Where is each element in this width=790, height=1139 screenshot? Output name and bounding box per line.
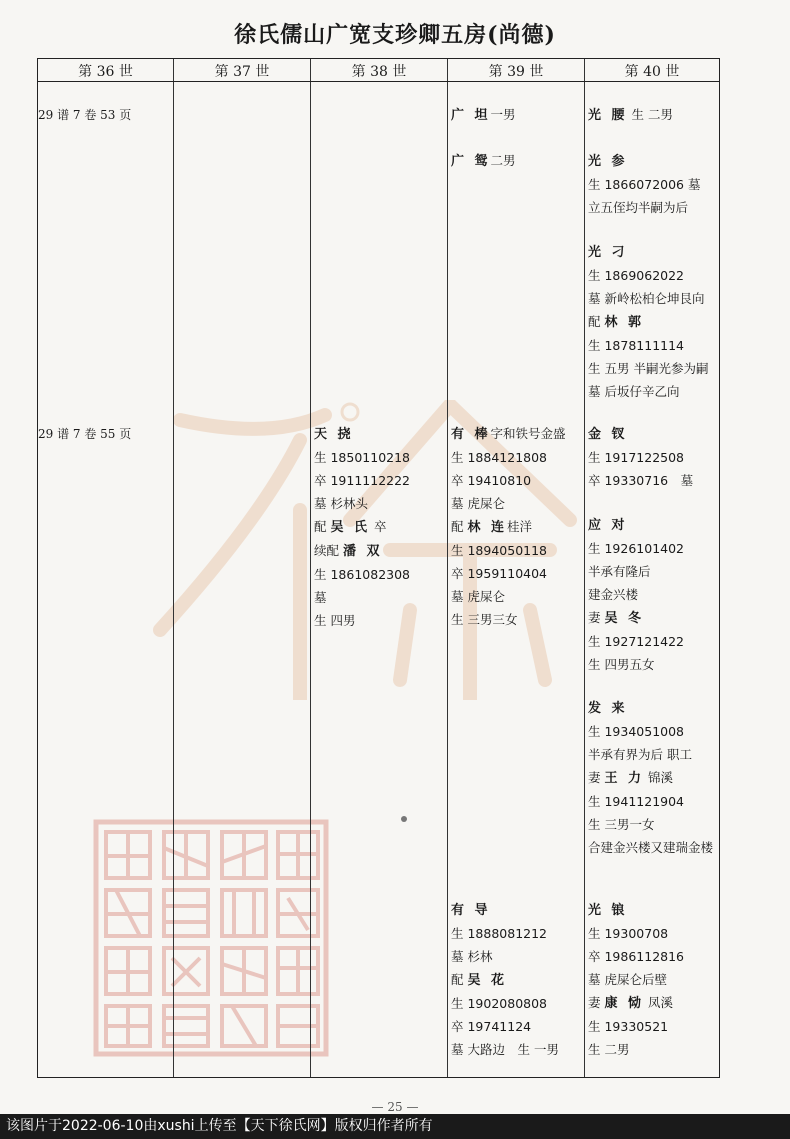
detail-line: 墓 虎屎仑	[451, 496, 505, 511]
detail-line: 立五侄均半嗣为后	[588, 200, 689, 215]
person-name: 发 来	[588, 701, 628, 716]
gen39-person-guangyuan	[451, 149, 516, 173]
person-name: 光 腰	[588, 108, 628, 123]
person-name: 光 锒	[588, 903, 628, 918]
spouse-name: 王 力	[604, 771, 645, 786]
detail-line: 生 1917122508	[588, 450, 685, 465]
detail-line: 墓 虎屎仑后壁	[588, 972, 667, 987]
gen36-reference	[38, 422, 131, 446]
header-gen-40: 第 40 世	[624, 64, 680, 80]
spouse-prefix: 配	[451, 972, 464, 987]
detail-line: 生 1866072006 墓	[588, 177, 701, 192]
gen40-person-falai	[588, 696, 720, 859]
spouse-prefix: 妻	[588, 770, 601, 785]
gen38-person-tiannao	[314, 422, 410, 632]
upload-footer-banner: 该图片于2022-06-10由xushi上传至【天下徐氏网】版权归作者所有	[0, 1114, 790, 1139]
spouse-prefix: 妻	[588, 610, 601, 625]
spouse-prefix: 续配	[314, 543, 340, 558]
detail-line: 卒 1911112222	[314, 473, 411, 488]
detail-line: 生 五男 半嗣光参为嗣	[588, 361, 709, 376]
spouse-name: 康 恸	[604, 996, 645, 1011]
spouse-line	[588, 310, 708, 334]
spouse-line	[314, 515, 410, 539]
column-divider	[584, 59, 585, 1077]
spouse-name: 吴 冬	[604, 611, 645, 626]
volume-reference: 29 谱 7 卷 53 页	[38, 108, 132, 122]
spouse-prefix: 配	[314, 519, 327, 534]
detail-line: 墓 虎屎仑	[451, 589, 505, 604]
gen39-person-youdao	[451, 898, 559, 1061]
spouse-prefix: 配	[588, 314, 601, 329]
detail-line: 半承有隆后	[588, 564, 651, 579]
column-divider	[310, 59, 311, 1077]
spouse-note: 锦溪	[648, 770, 674, 785]
spouse-line	[451, 968, 559, 992]
detail-line: 生 三男一女	[588, 817, 655, 832]
spouse-line	[588, 766, 720, 790]
spouse-note: 卒	[374, 519, 387, 534]
detail-line: 生 1926101402	[588, 541, 685, 556]
column-divider	[447, 59, 448, 1077]
spouse-prefix: 配	[451, 519, 464, 534]
detail-line: 生 三男三女	[451, 612, 518, 627]
header-gen-39: 第 39 世	[488, 64, 544, 80]
detail-line: 生 1884121808	[451, 450, 548, 465]
person-name: 应 对	[588, 518, 628, 533]
detail-line: 生 1869062022	[588, 268, 685, 283]
detail-line: 卒 19410810	[451, 473, 532, 488]
detail-line: 生 1894050118	[451, 543, 548, 558]
page-number: — 25 —	[371, 1100, 419, 1114]
spouse-name: 潘 双	[343, 544, 383, 559]
gen40-person-guangdiao	[588, 240, 708, 403]
detail-line: 生 1941121904	[588, 794, 685, 809]
spouse-line	[451, 515, 566, 539]
person-name: 有 棒	[451, 427, 491, 442]
spouse-note: 桂洋	[507, 519, 533, 534]
person-note: 生 二男	[631, 107, 673, 122]
detail-line: 生 四男五女	[588, 657, 655, 672]
detail-line: 生 1878111114	[588, 338, 685, 353]
detail-line: 建金兴楼	[588, 587, 639, 602]
spouse-name: 吴 氏	[330, 520, 371, 535]
detail-line: 墓 后坂仔辛乙向	[588, 384, 680, 399]
header-gen-37: 第 37 世	[214, 64, 270, 80]
spouse-name: 吴 花	[467, 973, 508, 988]
header-gen-38: 第 38 世	[351, 64, 407, 80]
person-name: 广 鸳	[451, 154, 491, 169]
detail-line: 卒 1959110404	[451, 566, 548, 581]
spouse-note: 凤溪	[648, 995, 674, 1010]
detail-line: 墓 杉林	[451, 949, 493, 964]
spouse-name: 林 郭	[604, 315, 645, 330]
detail-note: 合建金兴楼又建瑞金楼	[588, 840, 714, 855]
detail-line: 卒 19330716 墓	[588, 473, 694, 488]
detail-line: 生 1902080808	[451, 996, 548, 1011]
gen40-person-guangcan	[588, 149, 700, 219]
gen40-person-guangyao	[588, 103, 673, 127]
genealogy-table	[37, 58, 720, 1078]
spouse-line	[588, 991, 684, 1015]
gen40-person-yingdui	[588, 513, 684, 676]
detail-line: 生 1927121422	[588, 634, 685, 649]
scan-speck	[401, 816, 407, 822]
person-name: 广 坦	[451, 108, 491, 123]
gen36-reference	[38, 103, 131, 127]
gen40-person-guanglang	[588, 898, 684, 1061]
person-name: 光 参	[588, 154, 628, 169]
person-name: 天 挠	[314, 427, 354, 442]
volume-reference: 29 谱 7 卷 55 页	[38, 427, 132, 441]
column-divider	[173, 59, 174, 1077]
detail-line: 生 四男	[314, 613, 356, 628]
spouse-prefix: 妻	[588, 995, 601, 1010]
detail-line: 生 1861082308	[314, 567, 411, 582]
page-title: 徐氏儒山广宽支珍卿五房(尚德)	[234, 22, 556, 48]
detail-line: 墓 大路边 生 一男	[451, 1042, 559, 1057]
gen39-person-guangtan	[451, 103, 516, 127]
detail-line: 生 1888081212	[451, 926, 548, 941]
spouse-line	[314, 539, 410, 563]
detail-line: 墓 新岭松柏仑坤艮向	[588, 291, 705, 306]
detail-line: 生 二男	[588, 1042, 630, 1057]
detail-line: 生 19300708	[588, 926, 669, 941]
person-note: 一男	[490, 107, 516, 122]
detail-line: 生 1850110218	[314, 450, 411, 465]
detail-line: 墓	[314, 590, 327, 605]
spouse-name: 林 连	[467, 520, 508, 535]
header-divider	[38, 81, 719, 82]
gen39-person-youbang	[451, 422, 566, 631]
person-name: 有 导	[451, 903, 491, 918]
detail-line: 生 1934051008	[588, 724, 685, 739]
detail-line: 生 19330521	[588, 1019, 669, 1034]
detail-line: 卒 1986112816	[588, 949, 685, 964]
person-name: 光 刁	[588, 245, 628, 260]
person-note: 二男	[490, 153, 516, 168]
person-note: 字和铁号金盛	[490, 426, 566, 441]
person-name: 金 钗	[588, 427, 628, 442]
gen40-person-jinchai	[588, 422, 693, 492]
detail-line: 卒 19741124	[451, 1019, 532, 1034]
detail-line: 半承有界为后 职工	[588, 747, 692, 762]
header-gen-36: 第 36 世	[78, 64, 133, 80]
spouse-line	[588, 606, 684, 630]
detail-line: 墓 杉林头	[314, 496, 368, 511]
